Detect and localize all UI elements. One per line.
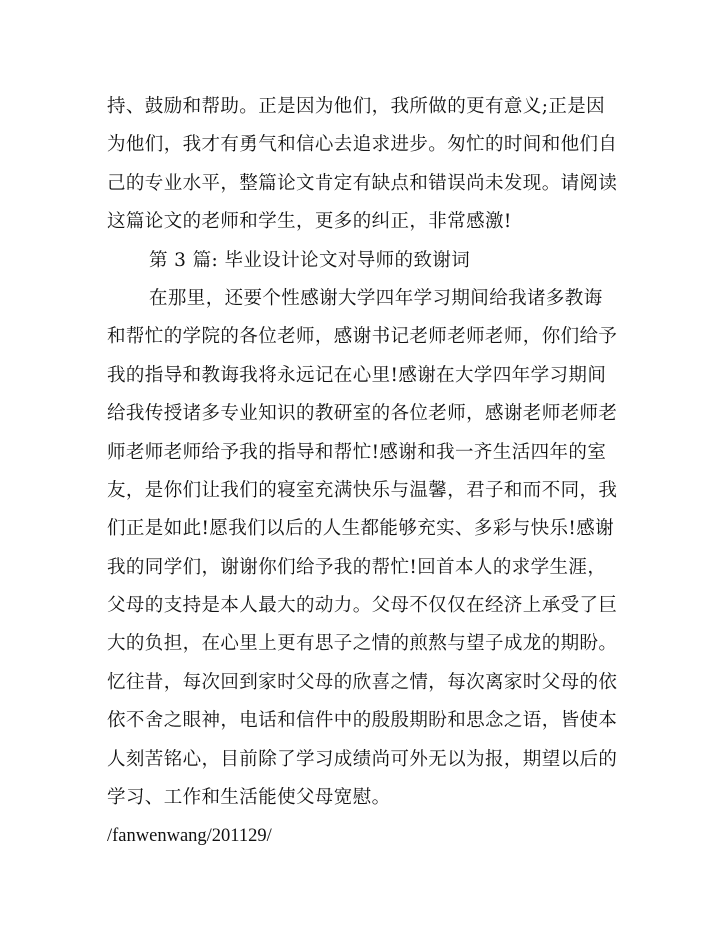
paragraph-line: 大的负担，在心里上更有思子之情的煎熬与望子成龙的期盼。 [107, 633, 618, 655]
paragraph-line: 学习、工作和生活能使父母宽慰。 [107, 787, 391, 809]
source-url: /fanwenwang/201129/ [107, 826, 272, 847]
paragraph-line: 为他们，我才有勇气和信心去追求进步。匆忙的时间和他们自 [107, 134, 618, 156]
paragraph-line: 在那里，还要个性感谢大学四年学习期间给我诸多教诲 [149, 287, 603, 309]
paragraph-line: 依不舍之眼神，电话和信件中的殷殷期盼和思念之语，皆使本 [107, 710, 618, 732]
paragraph-line: 友，是你们让我们的寝室充满快乐与温馨，君子和而不同，我 [107, 479, 618, 501]
section-heading: 第 3 篇: 毕业设计论文对导师的致谢词 [149, 249, 471, 271]
paragraph-line: 和帮忙的学院的各位老师，感谢书记老师老师老师，你们给予 [107, 326, 618, 348]
paragraph-line: 给我传授诸多专业知识的教研室的各位老师，感谢老师老师老 [107, 403, 618, 425]
paragraph-line: 忆往昔，每次回到家时父母的欣喜之情，每次离家时父母的依 [107, 671, 618, 693]
paragraph-line: 我的指导和教诲我将永远记在心里!感谢在大学四年学习期间 [107, 364, 607, 386]
paragraph-line: 人刻苦铭心，目前除了学习成绩尚可外无以为报，期望以后的 [107, 748, 618, 770]
paragraph-line: 们正是如此!愿我们以后的人生都能够充实、多彩与快乐!感谢 [107, 518, 615, 540]
paragraph-line: 己的专业水平，整篇论文肯定有缺点和错误尚未发现。请阅读 [107, 172, 618, 194]
paragraph-line: 师老师老师给予我的指导和帮忙!感谢和我一齐生活四年的室 [107, 441, 607, 463]
paragraph-line: 我的同学们，谢谢你们给予我的帮忙!回首本人的求学生涯， [107, 556, 607, 578]
paragraph-line: 父母的支持是本人最大的动力。父母不仅仅在经济上承受了巨 [107, 595, 618, 617]
document-body [107, 88, 627, 856]
paragraph-line: 这篇论文的老师和学生，更多的纠正，非常感激! [107, 211, 512, 233]
paragraph-line: 持、鼓励和帮助。正是因为他们，我所做的更有意义;正是因 [107, 96, 606, 117]
